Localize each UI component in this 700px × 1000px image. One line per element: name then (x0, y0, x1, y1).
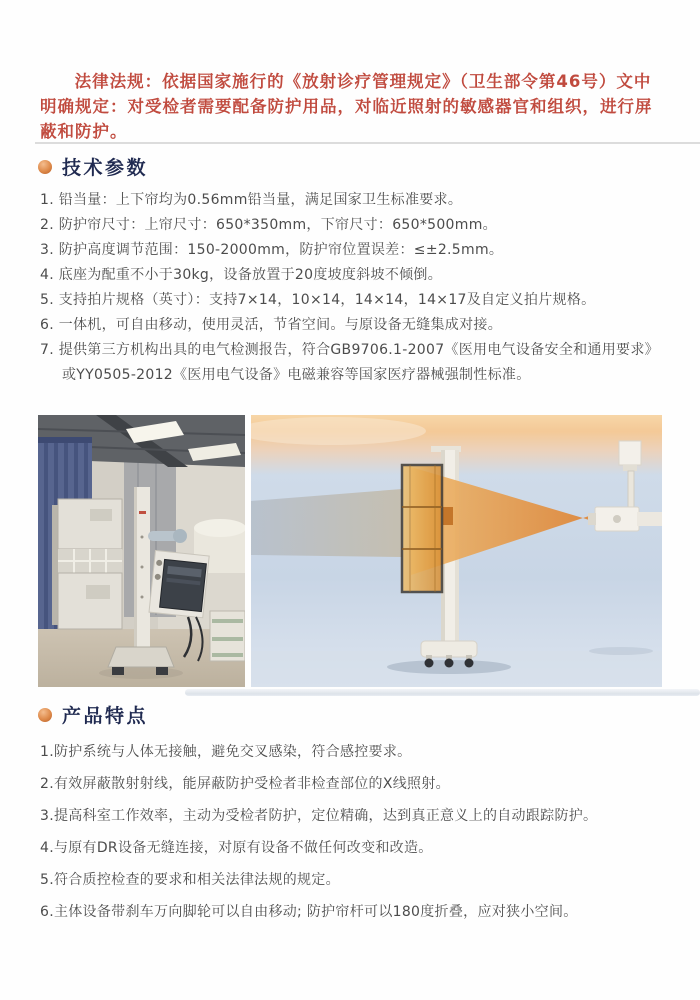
tech-spec-item: 4. 底座为配重不小于30kg，设备放置于20度坡度斜坡不倾倒。 (40, 267, 443, 283)
tech-spec-item: 5. 支持拍片规格（英寸）：支持7×14，10×14，14×14，14×17及自定义拍片规格。 (40, 292, 596, 308)
tech-spec-item: 2. 防护帘尺寸：上帘尺寸：650*350mm，下帘尺寸：650*500mm。 (40, 217, 497, 233)
feature-item: 5.符合质控检查的要求和相关法律法规的规定。 (40, 872, 340, 888)
tech-spec-item: 6. 一体机，可自由移动，使用灵活，节省空间。与原设备无缝集成对接。 (40, 317, 503, 333)
tech-section-header (38, 153, 148, 180)
feature-item: 1.防护系统与人体无接触，避免交叉感染，符合感控要求。 (40, 744, 412, 760)
legal-notice: 法律法规：依据国家施行的《放射诊疗管理规定》（卫生部令第46号）文中明确规定：对受检者需要配备防护用品，对临近照射的敏感器官和组织，进行屏蔽和防护。 (40, 71, 653, 141)
feature-item: 6.主体设备带刹车万向脚轮可以自由移动; 防护帘杆可以180度折叠，应对狭小空间。 (40, 904, 578, 920)
feature-item: 2.有效屏蔽散射射线，能屏蔽防护受检者非检查部位的X线照射。 (40, 776, 450, 792)
feature-item: 4.与原有DR设备无缝连接，对原有设备不做任何改变和改造。 (40, 840, 433, 856)
orange-sphere-bullet-icon (38, 160, 52, 174)
tech-spec-item: 1. 铅当量：上下帘均为0.56mm铅当量，满足国家卫生标准要求。 (40, 192, 463, 208)
feature-list (40, 742, 668, 934)
orange-sphere-bullet-icon (38, 708, 52, 722)
installed-device-photo (38, 415, 245, 687)
features-section-header (38, 701, 148, 728)
feature-item: 3.提高科室工作效率，主动为受检者防护，定位精确，达到真正意义上的自动跟踪防护。 (40, 808, 598, 824)
section-divider (35, 142, 700, 144)
tech-section-title: 技术参数 (62, 157, 149, 179)
xray-beam-protection-render (251, 415, 662, 687)
tech-spec-item: 3. 防护高度调节范围：150-2000mm，防护帘位置误差：≤±2.5mm。 (40, 242, 504, 258)
tech-spec-item: 7. 提供第三方机构出具的电气检测报告，符合GB9706.1-2007《医用电气设备安全和通用要求》或YY0505-2012《医用电气设备》电磁兼容等国家医疗器械强制性标准。 (40, 342, 659, 383)
features-section-title: 产品特点 (62, 705, 149, 727)
tech-spec-list (40, 188, 668, 388)
soft-divider-bar (185, 689, 700, 696)
